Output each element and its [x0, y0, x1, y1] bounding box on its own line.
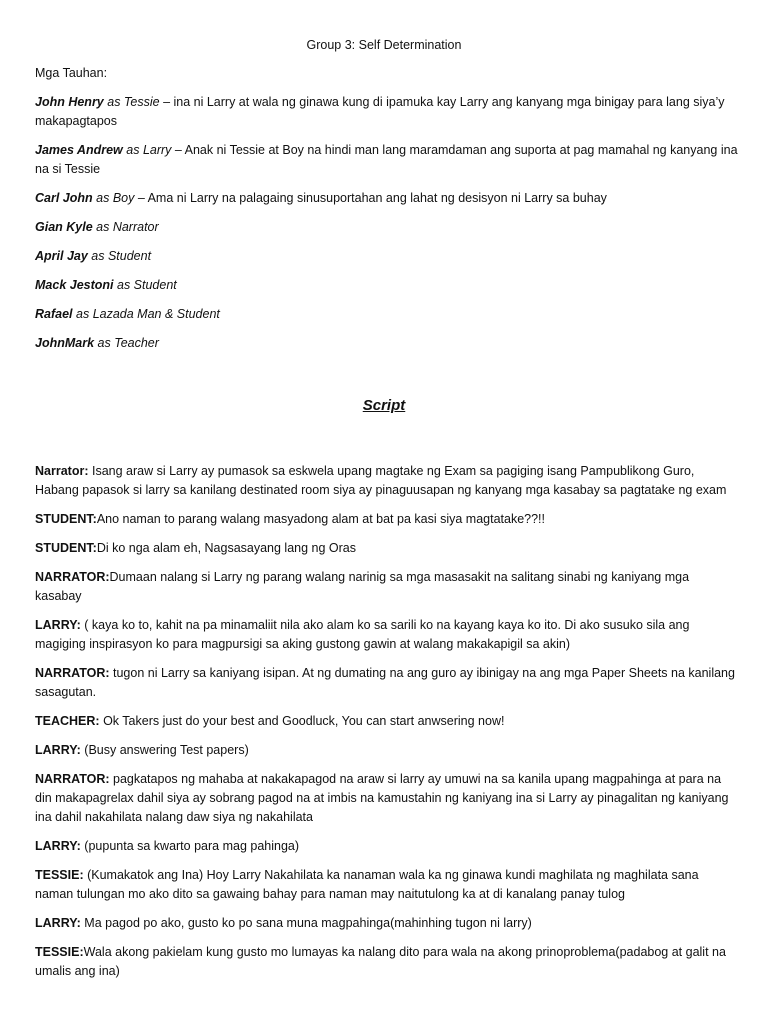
cast-role: – Ama ni Larry na palagaing sinusuportahan ang lahat ng desisyon ni Larry sa buhay: [134, 191, 607, 205]
dialogue-text: Isang araw si Larry ay pumasok sa eskwela upang magtake ng Exam sa pagiging isang Pampublikong Guro, Habang papasok si larry sa kanilang destinated room siya ay pinaguusapan ng kanyang mga kasabay sa pagtatake ng exam: [35, 464, 727, 497]
cast-item: [35, 189, 738, 208]
dialogue-text: Ok Takers just do your best and Goodluck, You can start anwsering now!: [99, 714, 505, 728]
dialogue-line: [35, 616, 738, 654]
speaker-label: LARRY:: [35, 839, 81, 853]
cast-item: [35, 247, 738, 266]
speaker-label: Narrator:: [35, 464, 89, 478]
cast-as: as Tessie: [107, 95, 160, 109]
dialogue-text: tugon ni Larry sa kaniyang isipan. At ng dumating na ang guro ay ibinigay na ang mga Paper Sheets na kanilang sasagutan.: [35, 666, 735, 699]
dialogue-text: Wala akong pakielam kung gusto mo lumayas ka nalang dito para wala na akong prinoproblema(padabog at galit na umalis ang ina): [35, 945, 726, 978]
dialogue-text: Ma pagod po ako, gusto ko po sana muna magpahinga(mahinhing tugon ni larry): [80, 916, 532, 930]
cast-as: as Boy: [96, 191, 135, 205]
speaker-label: NARRATOR:: [35, 666, 110, 680]
speaker-label: STUDENT:: [35, 512, 97, 526]
cast-as: as Teacher: [97, 336, 159, 350]
script-dialogue: [35, 462, 738, 991]
speaker-label: TESSIE:: [35, 945, 84, 959]
cast-name: April Jay: [35, 249, 88, 263]
cast-name: Gian Kyle: [35, 220, 93, 234]
cast-item: [35, 218, 738, 237]
dialogue-text: Di ko nga alam eh, Nagsasayang lang ng Oras: [96, 541, 356, 555]
dialogue-line: [35, 664, 738, 702]
speaker-label: TEACHER:: [35, 714, 100, 728]
cast-item: [35, 334, 738, 353]
cast-name: JohnMark: [35, 336, 95, 350]
dialogue-text: (pupunta sa kwarto para mag pahinga): [80, 839, 300, 853]
dialogue-text: pagkatapos ng mahaba at nakakapagod na araw si larry ay umuwi na sa kanila upang magpahinga at para na din makapagrelax dahil siya ay sobrang pagod na at imbis na kamustahin ng kaniyang ina si Larry ay pinagalitan ng kaniyang ina dahil nakahilata nalang daw siya ng nakahilata: [35, 772, 729, 824]
speaker-label: TESSIE:: [35, 868, 84, 882]
cast-item: [35, 305, 738, 324]
speaker-label: NARRATOR:: [35, 570, 110, 584]
cast-as: as Lazada Man & Student: [76, 307, 220, 321]
dialogue-line: [35, 943, 738, 981]
cast-name: James Andrew: [35, 143, 123, 157]
dialogue-text: (Kumakatok ang Ina) Hoy Larry Nakahilata ka nanaman wala ka ng ginawa kundi maghilata ng maghilata sana naman tulungan mo ako dito sa gawaing bahay para naman may naitutulong ka at di kanalang panay tulog: [35, 868, 699, 901]
cast-role: – ina ni Larry at wala ng ginawa kung di ipamuka kay Larry ang kanyang mga binigay para lang siya’y makapagtapos: [35, 95, 725, 128]
cast-item: [35, 93, 738, 131]
cast-as: as Narrator: [96, 220, 159, 234]
dialogue-line: [35, 568, 738, 606]
cast-item: [35, 141, 738, 179]
dialogue-line: [35, 866, 738, 904]
speaker-label: LARRY:: [35, 618, 81, 632]
cast-as: as Student: [91, 249, 152, 263]
dialogue-line: [35, 837, 738, 856]
dialogue-line: [35, 462, 738, 500]
dialogue-line: [35, 712, 738, 731]
dialogue-text: Ano naman to parang walang masyadong alam at bat pa kasi siya magtatake??!!: [96, 512, 546, 526]
cast-name: Rafael: [35, 307, 73, 321]
cast-heading: Mga Tauhan:: [35, 66, 108, 80]
cast-item: [35, 276, 738, 295]
dialogue-text: (Busy answering Test papers): [80, 743, 249, 757]
dialogue-text: ( kaya ko to, kahit na pa minamaliit nila ako alam ko sa sarili ko na kayang kaya ko ito. Di ako susuko sila ang magiging inspirasyon ko para magpursigi sa aking gustong gawin at walang makakapigil sa akin): [35, 618, 690, 651]
dialogue-line: [35, 914, 738, 933]
speaker-label: LARRY:: [35, 916, 81, 930]
dialogue-text: Dumaan nalang si Larry ng parang walang narinig sa mga masasakit na salitang sinabi ng kaniyang mga kasabay: [35, 570, 690, 603]
speaker-label: LARRY:: [35, 743, 81, 757]
cast-as: as Larry: [126, 143, 172, 157]
speaker-label: NARRATOR:: [35, 772, 110, 786]
dialogue-line: [35, 539, 738, 558]
document-title: Group 3: Self Determination: [306, 38, 462, 52]
cast-role: – Anak ni Tessie at Boy na hindi man lang maramdaman ang suporta at pag mamahal ng kanyang ina na si Tessie: [35, 143, 738, 176]
cast-as: as Student: [117, 278, 177, 292]
dialogue-line: [35, 510, 738, 529]
dialogue-line: [35, 741, 738, 760]
dialogue-line: [35, 770, 738, 827]
cast-name: Mack Jestoni: [35, 278, 114, 292]
script-title: Script: [362, 397, 406, 414]
cast-list: [35, 93, 738, 363]
speaker-label: STUDENT:: [35, 541, 97, 555]
cast-name: Carl John: [35, 191, 93, 205]
cast-name: John Henry: [35, 95, 104, 109]
